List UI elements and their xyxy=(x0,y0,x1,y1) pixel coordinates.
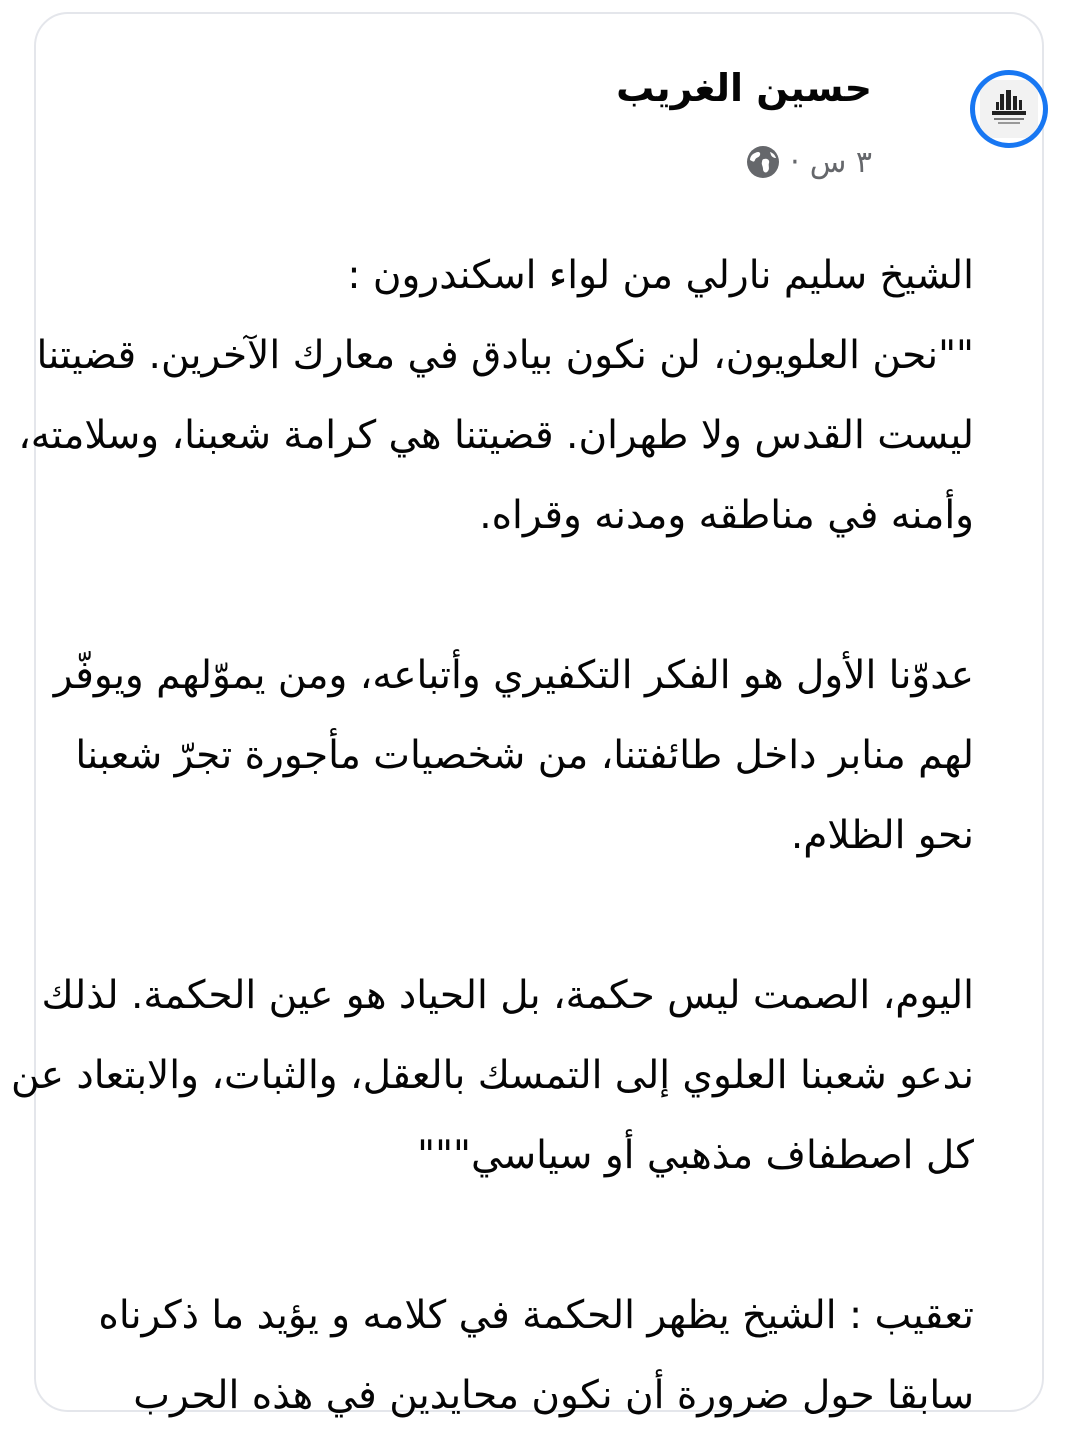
post-text-line: كل اصطفاف مذهبي أو سياسي""" xyxy=(417,1133,974,1178)
meta-separator: · xyxy=(790,144,800,180)
post-text-line: الشيخ سليم نارلي من لواء اسكندرون : xyxy=(347,253,974,298)
post-paragraph xyxy=(24,1276,974,1436)
post-meta xyxy=(746,142,872,182)
post-paragraph xyxy=(18,236,974,556)
post-paragraph xyxy=(24,636,974,876)
post-text-line: ندعو شعبنا العلوي إلى التمسك بالعقل، والثبات، والابتعاد عن xyxy=(11,1053,974,1098)
author-name[interactable]: حسين الغريب xyxy=(616,66,872,110)
avatar-image xyxy=(980,80,1038,138)
post-body xyxy=(11,236,974,1436)
paragraph-gap xyxy=(24,1196,974,1276)
post-paragraph xyxy=(11,956,974,1196)
post-text-line: تعقيب : الشيخ يظهر الحكمة في كلامه و يؤيد ما ذكرناه xyxy=(98,1293,974,1338)
post-text-line: سابقا حول ضرورة أن نكون محايدين في هذه الحرب xyxy=(133,1373,974,1418)
post-card xyxy=(11,12,1044,1418)
post-text-line: لهم منابر داخل طائفتنا، من شخصيات مأجورة تجرّ شعبنا xyxy=(75,733,974,778)
avatar-logo-icon xyxy=(980,80,1038,138)
globe-icon[interactable] xyxy=(746,145,780,179)
post-text-line: ليست القدس ولا طهران. قضيتنا هي كرامة شعبنا، وسلامته، xyxy=(18,413,974,458)
post-text-line: ""نحن العلويون، لن نكون بيادق في معارك الآخرين. قضيتنا xyxy=(36,333,974,378)
paragraph-gap xyxy=(24,556,974,636)
post-text-line: عدوّنا الأول هو الفكر التكفيري وأتباعه، ومن يموّلهم ويوفّر xyxy=(53,653,974,698)
post-time[interactable]: ٣ س xyxy=(809,144,872,180)
post-text-line: نحو الظلام. xyxy=(790,813,974,858)
paragraph-gap xyxy=(24,876,974,956)
post-text-line: اليوم، الصمت ليس حكمة، بل الحياد هو عين الحكمة. لذلك xyxy=(41,973,974,1018)
avatar[interactable] xyxy=(970,70,1048,148)
post-text-line: وأمنه في مناطقه ومدنه وقراه. xyxy=(479,493,974,538)
